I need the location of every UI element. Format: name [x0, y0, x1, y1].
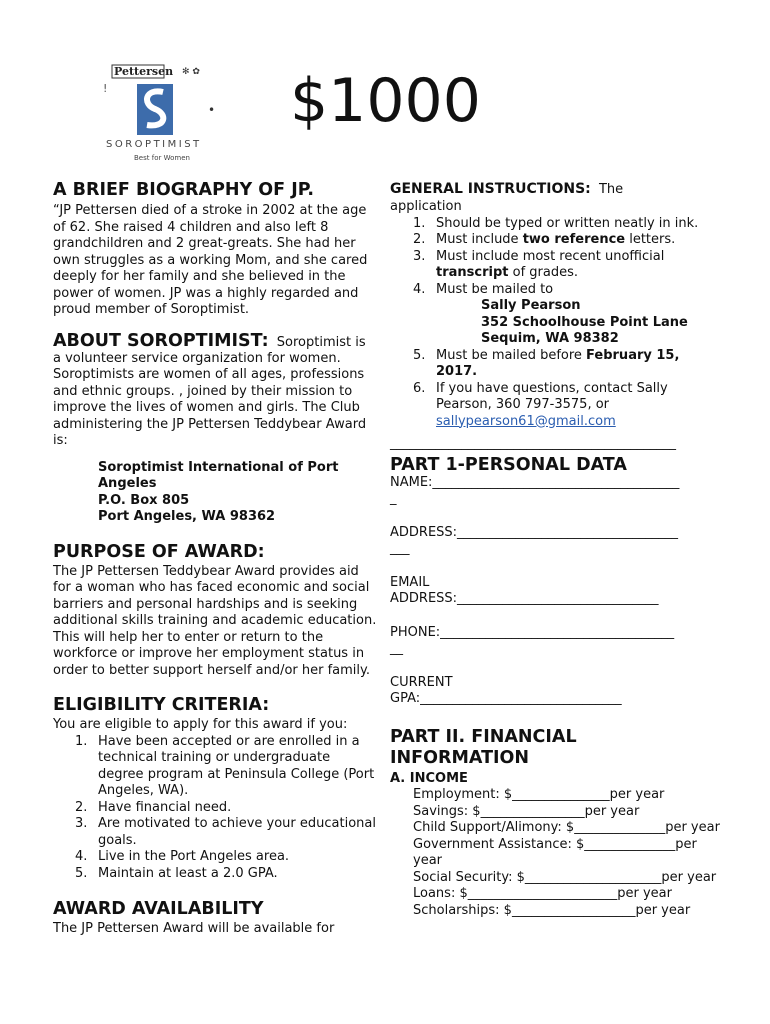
address-field[interactable]: ADDRESS:__________________________________ [390, 524, 679, 540]
right-column [390, 180, 720, 919]
income-child-support-field[interactable]: Child Support/Alimony: $______________per year [413, 820, 720, 835]
mail-city: Sequim, WA 98382 [481, 331, 619, 346]
svg-text:•: • [208, 103, 216, 117]
eligibility-intro: You are eligible to apply for this award if you: [53, 717, 348, 732]
availability-text: The JP Pettersen Award will be available for [53, 921, 335, 936]
about-intro [53, 331, 378, 353]
eligibility-list [75, 734, 378, 883]
income-loans-field[interactable]: Loans: $_______________________per year [413, 886, 672, 901]
section-divider: ____________________________________________ [390, 436, 676, 451]
name-field[interactable]: NAME:______________________________________ [390, 474, 680, 490]
list-item: 3. Are motivated to achieve your educational goals. [75, 816, 376, 848]
income-employment-field[interactable]: Employment: $_______________per year [413, 787, 665, 802]
phone-field-cont: __ [390, 641, 403, 656]
income-label: A. INCOME [390, 770, 468, 786]
mail-name: Sally Pearson [481, 298, 581, 313]
list-item: 1. Have been accepted or are enrolled in a technical training or undergraduate degree program at Peninsula College (Port Angeles, WA). [75, 733, 375, 798]
list-item: 6. If you have questions, contact Sally Pearson, 360 797-3575, or sallypearson61@gmail.com [413, 380, 668, 429]
address-line: Soroptimist International of Port Angeles [98, 459, 339, 491]
availability-heading: AWARD AVAILABILITY [53, 899, 264, 919]
logo-org-text: SOROPTIMIST [106, 139, 202, 150]
part2-heading: PART II. FINANCIAL INFORMATION [390, 726, 577, 768]
award-amount: $1000 [290, 66, 481, 136]
about-heading: ABOUT SOROPTIMIST: [53, 330, 269, 351]
address-field-cont: ___ [390, 541, 410, 556]
svg-text:✻ ✿: ✻ ✿ [182, 67, 200, 77]
about-text: a volunteer service organization for women. Soroptimists are women of all ages, professions and ethnic groups. , joined by their mission to improve the lives of women and girls. The Club administering the JP Pettersen Teddybear Award is: [53, 350, 367, 448]
left-column [53, 180, 378, 938]
list-item: 2. Must include two reference letters. [413, 232, 676, 247]
name-field-cont: _ [390, 491, 397, 506]
purpose-text: The JP Pettersen Teddybear Award provides aid for a woman who has faced economic and social barriers and personal hardships and is seeking additional skills training and academic education. This will help her to enter or return to the workforce or improve her employment status in order to better support herself and/or her family. [53, 563, 377, 678]
instructions-intro [390, 180, 720, 199]
instructions-lead-2: application [390, 199, 462, 214]
address-line: Port Angeles, WA 98362 [98, 509, 276, 524]
soroptimist-logo [100, 62, 220, 168]
list-item: 2. Have financial need. [75, 799, 232, 815]
part1-heading: PART 1-PERSONAL DATA [390, 454, 627, 475]
address-line: P.O. Box 805 [98, 492, 190, 508]
eligibility-heading: ELIGIBILITY CRITERIA: [53, 695, 270, 715]
purpose-heading: PURPOSE OF AWARD: [53, 541, 265, 562]
list-item: 5. Maintain at least a 2.0 GPA. [75, 865, 278, 881]
logo-tagline: Best for Women [134, 154, 190, 162]
svg-text:!: ! [103, 82, 108, 95]
email-label: EMAIL [390, 574, 430, 590]
email-field[interactable]: ADDRESS:_______________________________ [390, 591, 659, 606]
list-item: 5. Must be mailed before February 15, 2017. [413, 347, 680, 379]
list-item: 3. Must include most recent unofficial transcript of grades. [413, 248, 665, 280]
mail-street: 352 Schoolhouse Point Lane [481, 314, 688, 330]
current-label: CURRENT [390, 674, 453, 690]
instructions-list [413, 216, 720, 431]
income-savings-field[interactable]: Savings: $________________per year [413, 803, 640, 819]
gpa-field[interactable]: GPA:_______________________________ [390, 691, 622, 706]
contact-email-link[interactable]: sallypearson61@gmail.com [436, 413, 616, 429]
income-scholarships-field[interactable]: Scholarships: $___________________per year [413, 902, 691, 918]
club-address [98, 460, 368, 526]
phone-field[interactable]: PHONE:____________________________________ [390, 624, 675, 640]
list-item: 1. Should be typed or written neatly in ink. [413, 215, 699, 231]
biography-text: “JP Pettersen died of a stroke in 2002 at the age of 62. She raised 4 children and also left 8 grandchildren and 2 great-greats. She had her own struggles as a working Mom, and she cared deeply for her family and she believed in the power of women. JP was a highly regarded and proud member of Soroptimist. [53, 203, 368, 317]
logo-brand-text: Pettersen [114, 65, 174, 78]
income-government-field[interactable]: Government Assistance: $______________per year [413, 836, 697, 868]
income-fields [390, 787, 720, 919]
instructions-heading: GENERAL INSTRUCTIONS: [390, 181, 591, 197]
about-lead: Soroptimist is [276, 334, 366, 350]
biography-heading: A BRIEF BIOGRAPHY OF JP. [53, 180, 315, 200]
list-item: 4. Live in the Port Angeles area. [75, 849, 290, 864]
list-item: 4. Must be mailed to Sally Pearson 352 Schoolhouse Point Lane Sequim, WA 98382 [413, 282, 720, 348]
income-social-security-field[interactable]: Social Security: $_____________________per year [413, 869, 717, 885]
instructions-lead: The [598, 182, 624, 197]
